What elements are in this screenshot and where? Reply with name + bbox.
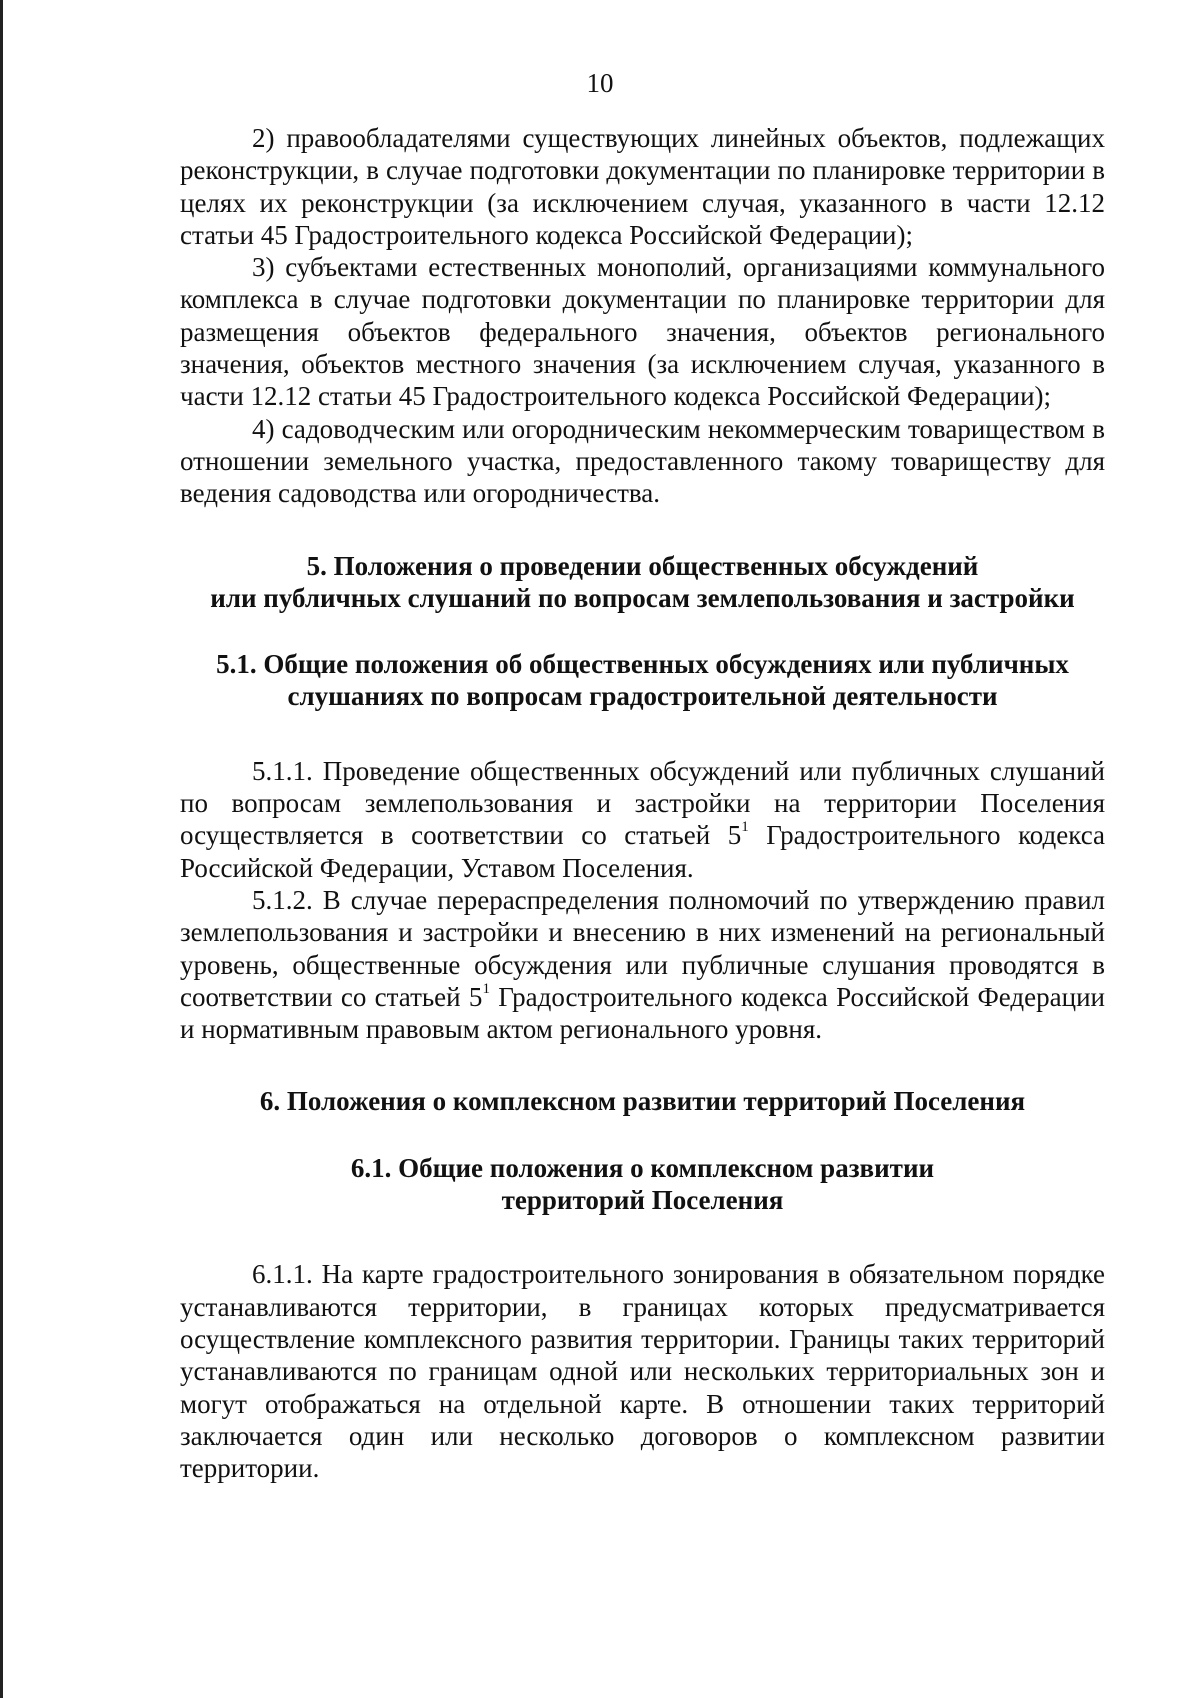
- subsection-6-1-title-line-1: 6.1. Общие положения о комплексном развитии: [350, 1152, 935, 1183]
- subsection-5-1-title-line-2: слушаниях по вопросам градостроительной деятельности: [287, 681, 998, 712]
- superscript: 1: [482, 980, 490, 997]
- paragraph-5-1-2-text-b: Градостроительного кодекса Российской Федерации и нормативным правовым актом регионального уровня.: [180, 981, 1105, 1045]
- paragraph-5-1-2: [180, 884, 1105, 1045]
- subsection-5-1-title-line-1: 5.1. Общие положения об общественных обсуждениях или публичных: [216, 649, 1069, 680]
- superscript: 1: [741, 819, 749, 836]
- paragraph-5-1-1-text-b: Градостроительного кодекса Российской Федерации, Уставом Поселения.: [180, 820, 1105, 883]
- paragraph-5-1-1: [180, 755, 1105, 884]
- paragraph-5-1-2-text-a: 5.1.2. В случае перераспределения полномочий по утверждению правил землепользования и застройки и внесению в них изменений на региональный уровень, общественные обсуждения или публичные слушания проводятся в соответствии со статьей 5: [180, 884, 1105, 1012]
- section-5-title: [180, 550, 1105, 615]
- subsection-5-1-title: [180, 648, 1105, 713]
- list-item-4: 4) садоводческим или огородническим некоммерческим товариществом в отношении земельного участка, предоставленного такому товариществу для ведения садоводства или огородничества.: [180, 413, 1105, 509]
- subsection-6-1-title: [180, 1152, 1105, 1217]
- paragraph-6-1-1: 6.1.1. На карте градостроительного зонирования в обязательном порядке устанавливаются территории, в границах которых предусматривается осуществление комплексного развития территории. Границы таких территорий устанавливаются по границам одной или нескольких территориальных зон и могут отображаться на отдельной карте. В отношении таких территорий заключается один или несколько договоров о комплексном развитии территории.: [180, 1259, 1105, 1484]
- section-5-title-line-2: или публичных слушаний по вопросам землепользования и застройки: [210, 582, 1075, 613]
- page-number: 10: [586, 68, 614, 98]
- document-body: [180, 122, 1105, 1484]
- section-5-title-line-1: 5. Положения о проведении общественных обсуждений: [306, 550, 979, 581]
- scan-edge: [0, 0, 3, 1698]
- paragraph-5-1-1-text-a: 5.1.1. Проведение общественных обсуждений или публичных слушаний по вопросам землепользования и застройки на территории Поселения осуществляется в соответствии со статьей 5: [180, 755, 1105, 851]
- subsection-6-1-title-line-2: территорий Поселения: [501, 1185, 784, 1216]
- list-item-2: 2) правообладателями существующих линейных объектов, подлежащих реконструкции, в случае подготовки документации по планировке территории в целях их реконструкции (за исключением случая, указанного в части 12.12 статьи 45 Градостроительного кодекса Российской Федерации);: [180, 123, 1105, 250]
- list-item-3: 3) субъектами естественных монополий, организациями коммунального комплекса в случае подготовки документации по планировке территории для размещения объектов федерального значения, объектов регионального значения, объектов местного значения (за исключением случая, указанного в части 12.12 статьи 45 Градостроительного кодекса Российской Федерации);: [180, 252, 1105, 412]
- section-6-title: 6. Положения о комплексном развитии территорий Поселения: [259, 1086, 1026, 1117]
